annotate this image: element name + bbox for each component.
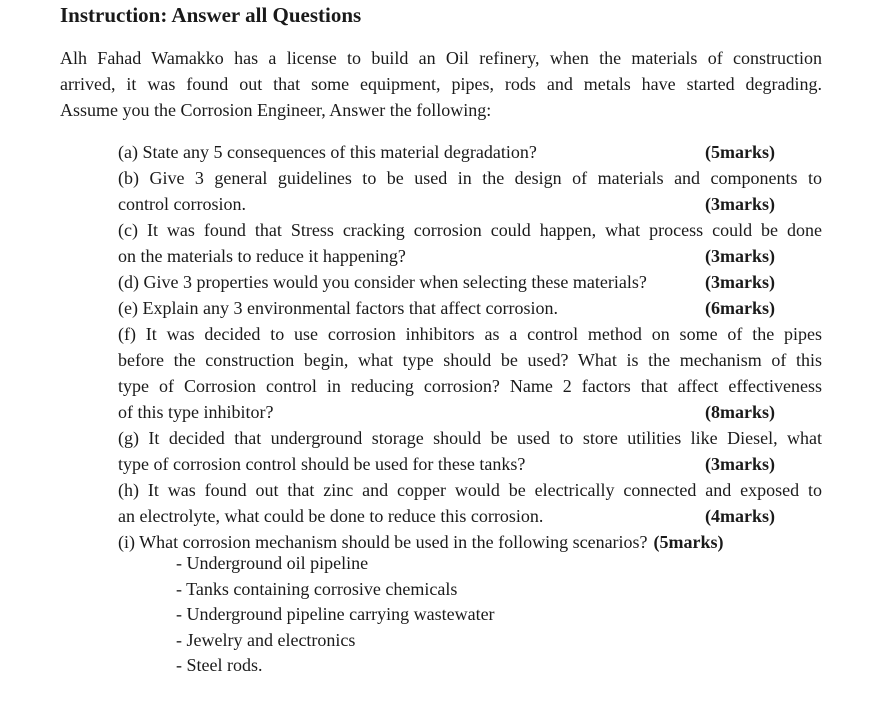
scenario-item: - Tanks containing corrosive chemicals xyxy=(176,578,458,599)
question-text: type of Corrosion control in reducing corrosion? Name 2 factors that affect effectiveness xyxy=(118,376,822,396)
question-text: (a) State any 5 consequences of this material degradation? xyxy=(118,142,537,162)
question-text: before the construction begin, what type should be used? What is the mechanism of this xyxy=(118,350,822,370)
question-text: (f) It was decided to use corrosion inhibitors as a control method on some of the pipes xyxy=(118,324,822,344)
question-c-continued xyxy=(118,243,822,269)
question-list xyxy=(118,139,822,555)
scenario-list xyxy=(176,551,495,679)
question-e xyxy=(118,295,822,321)
question-f xyxy=(118,321,822,347)
marks-label: (5marks) xyxy=(705,142,775,162)
question-text: (c) It was found that Stress cracking corrosion could happen, what process could be done xyxy=(118,220,822,240)
marks-label: (8marks) xyxy=(705,402,775,422)
question-text: (d) Give 3 properties would you consider when selecting these materials? xyxy=(118,272,647,292)
question-text: (e) Explain any 3 environmental factors that affect corrosion. xyxy=(118,298,558,318)
scenario-item: - Underground oil pipeline xyxy=(176,553,369,573)
question-d xyxy=(118,269,822,295)
question-c xyxy=(118,217,822,243)
question-f-continued xyxy=(118,347,822,373)
question-f-continued xyxy=(118,373,822,399)
question-text: (h) It was found out that zinc and copper would be electrically connected and exposed to xyxy=(118,480,822,500)
question-text: type of corrosion control should be used for these tanks? xyxy=(118,454,526,474)
question-a xyxy=(118,139,822,165)
marks-label: (3marks) xyxy=(705,272,775,292)
question-h-continued xyxy=(118,503,822,529)
marks-label: (3marks) xyxy=(705,194,775,214)
question-h xyxy=(118,477,822,503)
intro-line: Alh Fahad Wamakko has a license to build an Oil refinery, when the materials of construction xyxy=(60,48,822,68)
question-g xyxy=(118,425,822,451)
question-b-continued xyxy=(118,191,822,217)
marks-label: (5marks) xyxy=(653,532,724,552)
marks-label: (3marks) xyxy=(705,454,775,474)
marks-label: (4marks) xyxy=(705,506,775,526)
question-text: of this type inhibitor? xyxy=(118,402,274,422)
intro-line: arrived, it was found out that some equipment, pipes, rods and metals have started degrading. xyxy=(60,74,822,94)
question-text: control corrosion. xyxy=(118,194,246,214)
intro-paragraph xyxy=(60,45,822,123)
question-text: (g) It decided that underground storage should be used to store utilities like Diesel, what xyxy=(118,428,822,448)
question-text: (b) Give 3 general guidelines to be used in the design of materials and components to xyxy=(118,168,822,188)
marks-label: (6marks) xyxy=(705,298,775,318)
scenario-item: - Underground pipeline carrying wastewater xyxy=(176,604,495,625)
question-text: (i) What corrosion mechanism should be used in the following scenarios? xyxy=(118,532,648,552)
question-text: on the materials to reduce it happening? xyxy=(118,246,406,266)
instruction-heading: Instruction: Answer all Questions xyxy=(60,3,362,27)
marks-label: (3marks) xyxy=(705,246,775,266)
question-f-continued xyxy=(118,399,822,425)
question-text: an electrolyte, what could be done to reduce this corrosion. xyxy=(118,506,544,526)
scenario-item: - Steel rods. xyxy=(176,655,263,676)
question-g-continued xyxy=(118,451,822,477)
scenario-item: - Jewelry and electronics xyxy=(176,629,356,650)
question-b xyxy=(118,165,822,191)
intro-line: Assume you the Corrosion Engineer, Answer the following: xyxy=(60,100,492,120)
